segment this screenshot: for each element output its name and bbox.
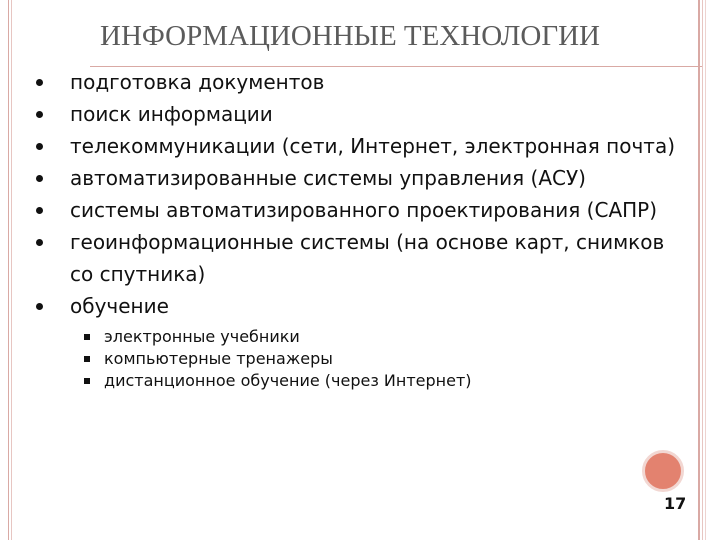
left-border-line-inner: [11, 0, 12, 540]
bullet-text: автоматизированные системы управления (АСУ): [70, 166, 586, 190]
sub-bullet-item: [84, 370, 676, 392]
sub-bullet-list: [70, 326, 676, 392]
bullet-text: телекоммуникации (сети, Интернет, электронная почта): [70, 134, 676, 158]
bullet-text: поиск информации: [70, 102, 273, 126]
page-circle-decoration: [642, 450, 684, 492]
sub-bullet-text: компьютерные тренажеры: [104, 349, 333, 368]
right-border-line: [698, 0, 700, 540]
sub-bullet-item: [84, 326, 676, 348]
bullet-item: [36, 130, 676, 162]
square-bullet-icon: [84, 356, 90, 362]
left-border-line: [8, 0, 9, 540]
page-number: 17: [664, 494, 687, 513]
bullet-text: системы автоматизированного проектирования (САПР): [70, 198, 658, 222]
bullet-item: [36, 226, 676, 290]
bullet-dot-icon: [36, 143, 43, 150]
right-border-line-outer: [705, 0, 706, 540]
slide-content: [36, 66, 676, 392]
sub-bullet-item: [84, 348, 676, 370]
square-bullet-icon: [84, 378, 90, 384]
sub-bullet-text: электронные учебники: [104, 327, 300, 346]
bullet-item: [36, 290, 676, 392]
bullet-dot-icon: [36, 111, 43, 118]
bullet-item: [36, 162, 676, 194]
bullet-list: [36, 66, 676, 392]
bullet-dot-icon: [36, 303, 43, 310]
bullet-dot-icon: [36, 239, 43, 246]
bullet-dot-icon: [36, 175, 43, 182]
bullet-item: [36, 194, 676, 226]
right-border-line-inner: [702, 0, 703, 540]
bullet-text: подготовка документов: [70, 70, 325, 94]
slide-title: ИНФОРМАЦИОННЫЕ ТЕХНОЛОГИИ: [100, 20, 600, 52]
bullet-item: [36, 66, 676, 98]
square-bullet-icon: [84, 334, 90, 340]
bullet-dot-icon: [36, 207, 43, 214]
bullet-text: обучение: [70, 294, 169, 318]
sub-bullet-text: дистанционное обучение (через Интернет): [104, 371, 472, 390]
bullet-item: [36, 98, 676, 130]
bullet-text: геоинформационные системы (на основе карт, снимков со спутника): [70, 230, 665, 286]
bullet-dot-icon: [36, 79, 43, 86]
